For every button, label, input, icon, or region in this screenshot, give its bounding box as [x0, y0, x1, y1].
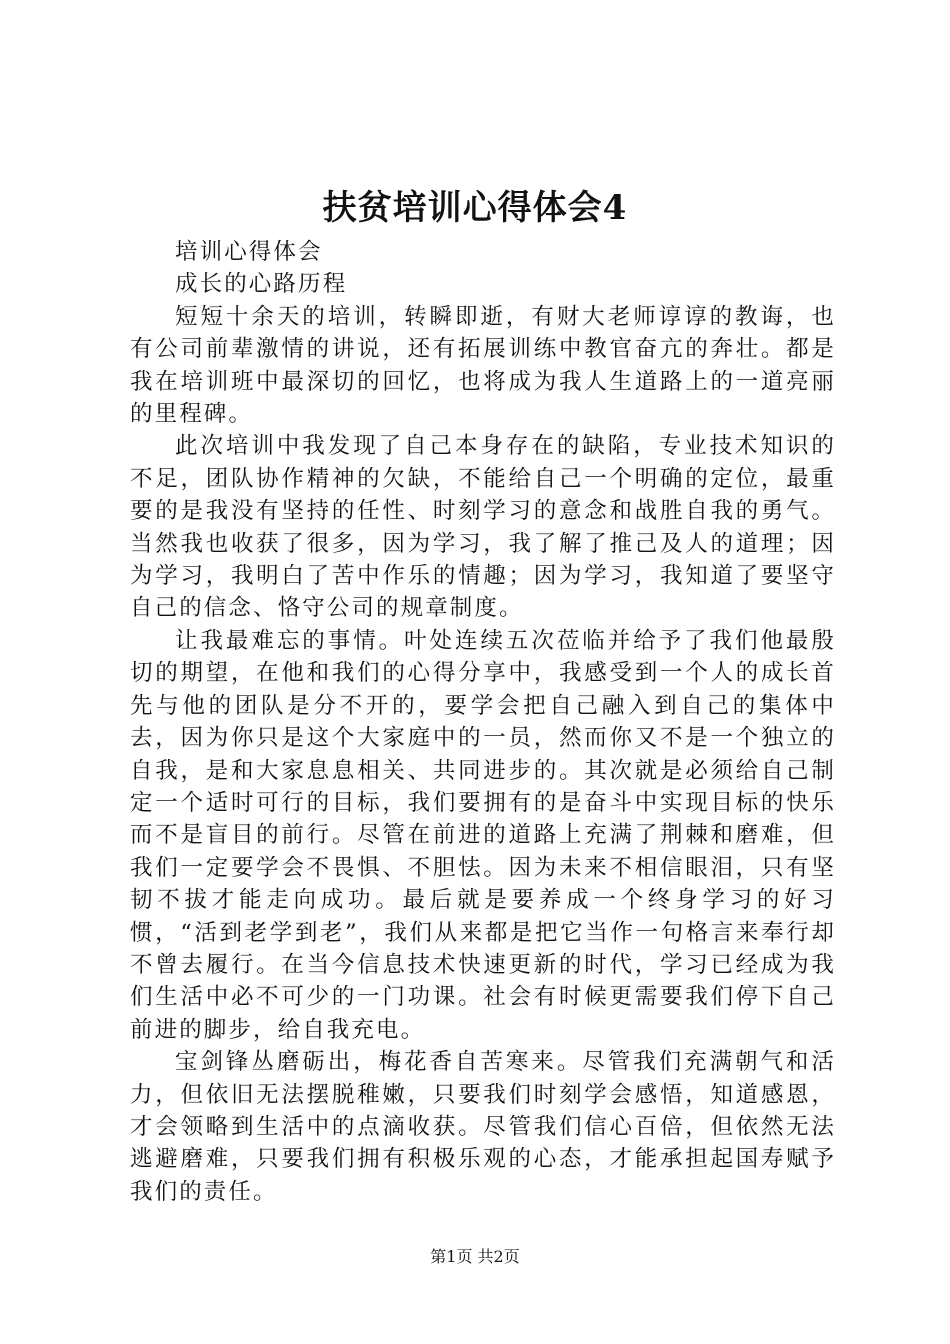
document-body — [130, 236, 836, 1208]
paragraph: 让我最难忘的事情。叶处连续五次莅临并给予了我们他最殷切的期望，在他和我们的心得分享中，我感受到一个人的成长首先与他的团队是分不开的，要学会把自己融入到自己的集体中去，因为你只是这个大家庭中的一员，然而你又不是一个独立的自我，是和大家息息相关、共同进步的。其次就是必须给自己制定一个适时可行的目标，我们要拥有的是奋斗中实现目标的快乐而不是盲目的前行。尽管在前进的道路上充满了荆棘和磨难，但我们一定要学会不畏惧、不胆怯。因为未来不相信眼泪，只有坚韧不拔才能走向成功。最后就是要养成一个终身学习的好习惯，“活到老学到老”，我们从来都是把它当作一句格言来奉行却不曾去履行。在当今信息技术快速更新的时代，学习已经成为我们生活中必不可少的一门功课。社会有时候更需要我们停下自己前进的脚步，给自我充电。 — [130, 627, 836, 1043]
paragraph-heading: 培训心得体会 — [175, 239, 323, 265]
paragraph: 此次培训中我发现了自己本身存在的缺陷，专业技术知识的不足，团队协作精神的欠缺，不能给自己一个明确的定位，最重要的是我没有坚持的任性、时刻学习的意念和战胜自我的勇气。当然我也收获了很多，因为学习，我了解了推己及人的道理；因为学习，我明白了苦中作乐的情趣；因为学习，我知道了要坚守自己的信念、恪守公司的规章制度。 — [130, 433, 836, 622]
document-title: 扶贫培训心得体会4 — [322, 188, 628, 228]
paragraph-subheading: 成长的心路历程 — [175, 271, 348, 298]
paragraph: 短短十余天的培训，转瞬即逝，有财大老师谆谆的教诲，也有公司前辈激情的讲说，还有拓展训练中教官奋亢的奔壮。都是我在培训班中最深切的回忆，也将成为我人生道路上的一道亮丽的里程碑。 — [130, 303, 836, 428]
page-footer: 第1页 共2页 — [430, 1247, 520, 1266]
paragraph: 宝剑锋丛磨砺出，梅花香自苦寒来。尽管我们充满朝气和活力，但依旧无法摆脱稚嫩，只要我们时刻学会感悟，知道感恩，才会领略到生活中的点滴收获。尽管我们信心百倍，但依然无法逃避磨难，只要我们拥有积极乐观的心态，才能承担起国寿赋予我们的责任。 — [130, 1049, 836, 1205]
